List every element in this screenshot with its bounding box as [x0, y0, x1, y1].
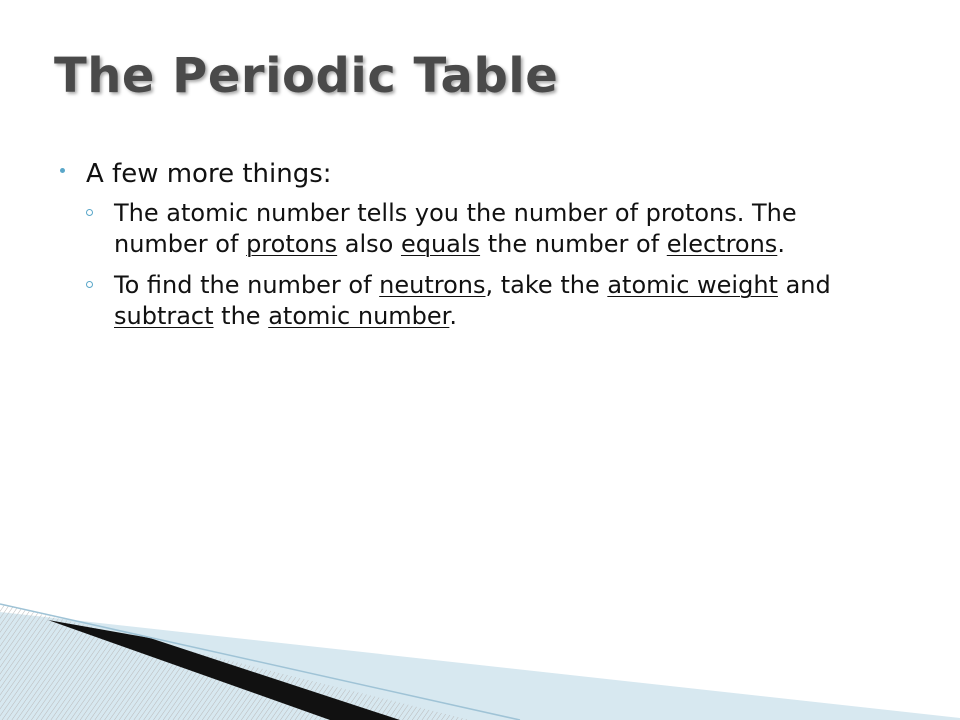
sub2-text-2: , take the — [485, 271, 608, 299]
sub2-text-4: the — [213, 302, 269, 330]
bullet-dot-icon — [60, 168, 65, 173]
sub1-text-2: also — [337, 230, 401, 258]
sub2-text-3: and — [777, 271, 831, 299]
decorative-swoosh — [0, 590, 960, 720]
sub1-text-3: the number of — [480, 230, 667, 258]
sub1-text-1: The atomic number tells you the number of protons. The number of — [114, 199, 797, 258]
ring-bullet-icon — [86, 209, 93, 216]
sub1-text-4: . — [777, 230, 785, 258]
atomic-weight-term: atomic weight — [607, 271, 778, 299]
neutrons-term: neutrons — [379, 271, 486, 299]
slide-title: The Periodic Table — [54, 48, 559, 104]
subtract-term: subtract — [114, 302, 214, 330]
ring-bullet-icon — [86, 281, 93, 288]
bullet-text: A few more things: — [86, 159, 332, 189]
sub2-text-1: To find the number of — [114, 271, 380, 299]
bullet-item — [56, 156, 896, 192]
sub2-text-5: . — [449, 302, 457, 330]
slide-content — [56, 156, 896, 342]
sub-bullet-neutrons — [86, 270, 894, 332]
electrons-term: electrons — [666, 230, 778, 258]
equals-term: equals — [400, 230, 481, 258]
atomic-number-term: atomic number — [268, 302, 450, 330]
protons-term: protons — [246, 230, 338, 258]
sub-bullet-protons — [86, 198, 894, 260]
